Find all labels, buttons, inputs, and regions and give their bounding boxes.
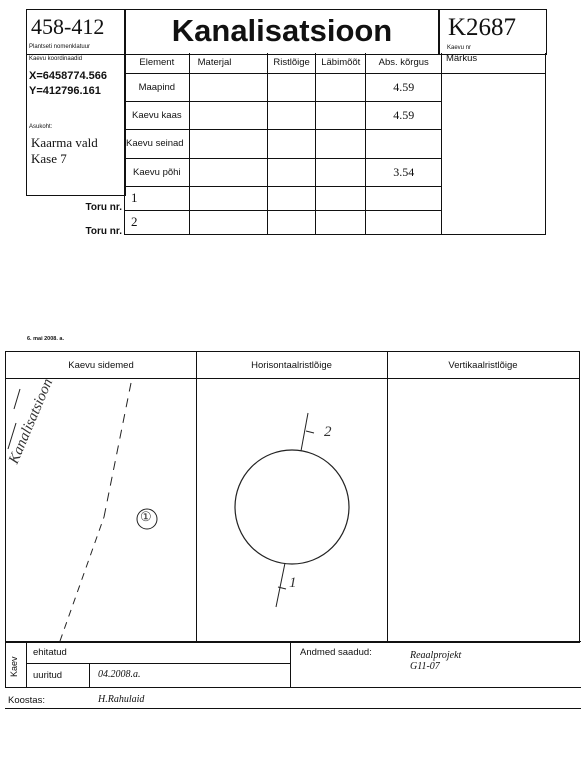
horizontal-section-sketch (197, 379, 387, 641)
pipe-2-tick (306, 431, 314, 433)
row-element: Kaevu seinad (125, 129, 190, 158)
row-labimoot (316, 73, 366, 101)
pipe-materjal (189, 210, 267, 234)
pipe-ristloige (267, 210, 315, 234)
pipe-mark-bottom: 1 (289, 575, 297, 591)
street-line-right (14, 389, 20, 409)
well-mark-glyph: ① (140, 509, 152, 524)
sketch-col-connections: Kaevu sidemed (68, 360, 134, 371)
row-abs: 4.59 (366, 101, 442, 129)
pipe-labimoot (316, 210, 366, 234)
street-line-left (60, 517, 104, 641)
coord-y: Y=412796.161 (29, 85, 101, 97)
col-ristloige: Ristlõige (267, 53, 315, 73)
map-sheet-box (26, 9, 126, 55)
pipe-1-tick (278, 587, 286, 589)
row-ristloige (267, 101, 315, 129)
pipe-mark-top: 2 (324, 424, 332, 440)
sketch-col-divider-2 (387, 352, 388, 642)
pipe-label: Toru nr. (85, 226, 122, 237)
sketch-col-vertical: Vertikaalristlõige (448, 360, 518, 371)
footer-source-label: Andmed saadud: (300, 647, 372, 658)
row-ristloige (267, 129, 315, 158)
pipe-materjal (189, 186, 267, 210)
row-labimoot (316, 158, 366, 186)
pipe-labimoot (316, 186, 366, 210)
sketch-col-horizontal: Horisontaalristlõige (251, 360, 332, 371)
pipe-1-line (276, 563, 285, 607)
footer-built-label: ehitatud (33, 647, 67, 658)
document-date: 6. mai 2008. a. (27, 336, 64, 342)
element-table-header (125, 53, 546, 73)
footer-source-line1: Reaalprojekt (410, 650, 462, 661)
compiled-underline (5, 708, 581, 709)
row-materjal (189, 158, 267, 186)
coord-x: X=6458774.566 (29, 70, 107, 82)
handwritten-sewer-label: Kanalisatsioon (6, 376, 57, 467)
location-label: Asukoht: (29, 124, 53, 130)
element-table (124, 53, 546, 235)
col-materjal: Materjal (189, 53, 267, 73)
location-line1: Kaarma vald (31, 135, 98, 150)
footer-source-line2: G11-07 (410, 661, 440, 672)
title-box (124, 9, 440, 55)
footer-mid-divider (290, 641, 291, 687)
sketch-frame (5, 351, 580, 643)
col-labimoot: Läbimõõt (316, 53, 366, 73)
pipe-label: Toru nr. (85, 202, 122, 213)
footer-surveyed-label: uuritud (33, 670, 63, 681)
location-box (26, 53, 126, 196)
row-abs: 4.59 (366, 73, 442, 101)
row-materjal (189, 101, 267, 129)
street-line-left-upper (104, 383, 131, 517)
footer-vertical-divider (26, 641, 27, 687)
footer-value-divider (89, 663, 90, 687)
footer-surveyed-value: 04.2008.a. (98, 669, 141, 680)
row-element: Maapind (125, 73, 190, 101)
col-markus: Märkus (441, 53, 545, 73)
page-title: Kanalisatsioon (171, 13, 393, 48)
markus-cell (441, 73, 545, 234)
well-number: K2687 (448, 14, 517, 41)
coords-label: Kaevu koordinaadid (29, 56, 83, 62)
row-abs: 3.54 (366, 158, 442, 186)
compiled-label: Koostas: (8, 695, 45, 706)
footer-bottom-line (5, 687, 581, 688)
row-element: Kaevu kaas (125, 101, 190, 129)
row-labimoot (316, 101, 366, 129)
compiled-value: H.Rahulaid (98, 694, 145, 705)
pipe-2-line (301, 413, 308, 451)
pipe-ristloige (267, 186, 315, 210)
row-materjal (189, 129, 267, 158)
map-sheet-label: Plantseti nomenklatuur (29, 44, 91, 50)
row-labimoot (316, 129, 366, 158)
manhole-circle (235, 450, 349, 564)
row-abs (366, 129, 442, 158)
col-abs: Abs. kõrgus (366, 53, 442, 73)
pipe-abs (366, 186, 442, 210)
footer-top-line (5, 641, 581, 642)
pipe-abs (366, 210, 442, 234)
well-number-label: Kaevu nr (447, 45, 472, 51)
col-element: Element (125, 53, 190, 73)
row-ristloige (267, 73, 315, 101)
row-ristloige (267, 158, 315, 186)
footer-vertical-label: Kaev (9, 656, 19, 677)
footer-left-border (5, 641, 6, 687)
map-sheet-number: 458-412 (31, 14, 105, 39)
location-line2: Kase 7 (31, 151, 67, 166)
table-row (125, 73, 546, 101)
pipe-number: 1 (125, 186, 190, 210)
row-element: Kaevu põhi (125, 158, 190, 186)
pipe-number: 2 (125, 210, 190, 234)
row-materjal (189, 73, 267, 101)
footer-row-divider (26, 663, 290, 664)
well-number-box (438, 9, 547, 55)
